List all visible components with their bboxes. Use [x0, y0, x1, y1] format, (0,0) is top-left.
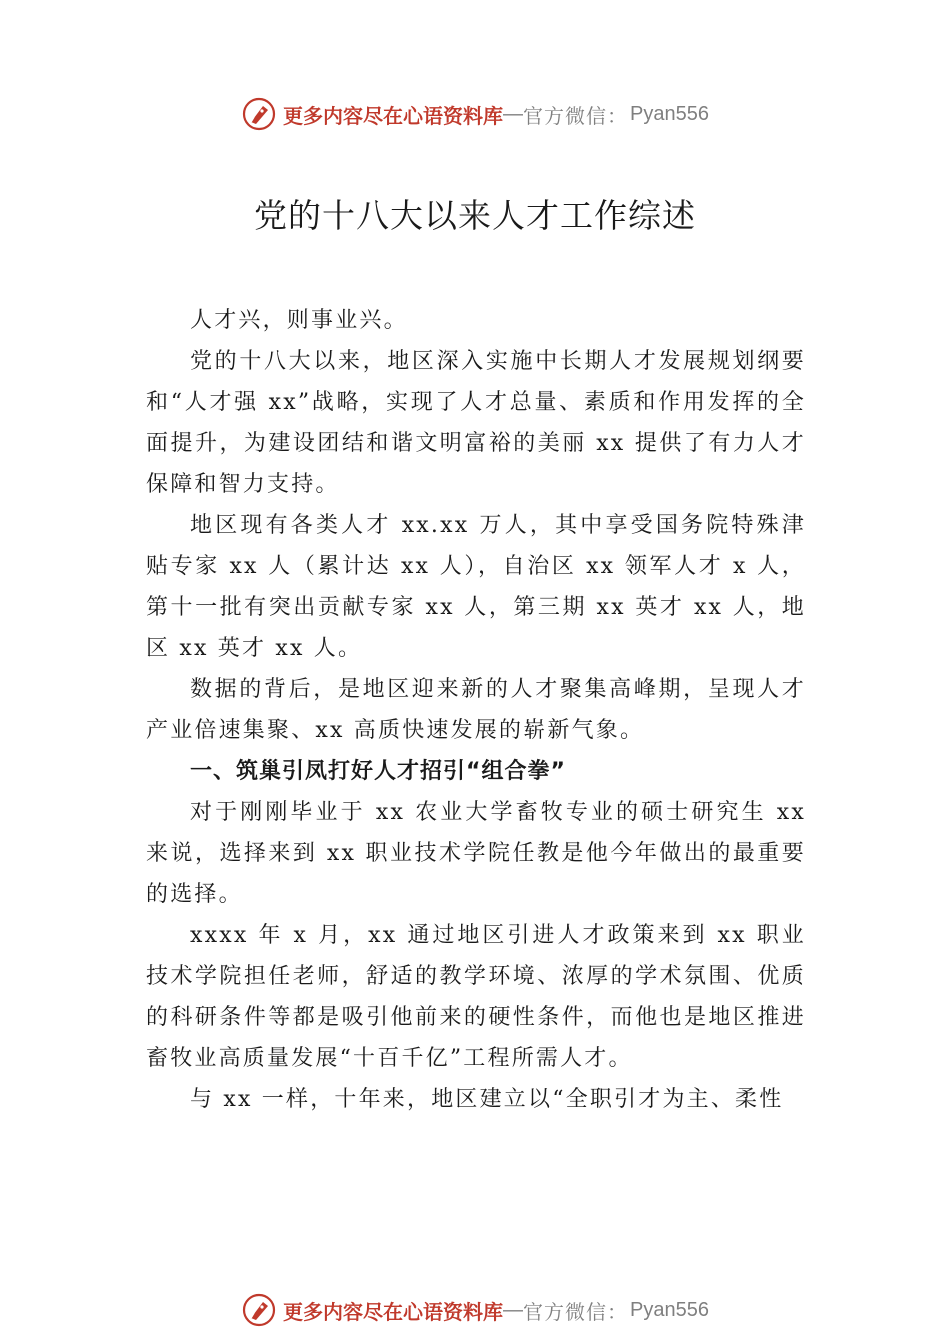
paragraph: xxxx 年 x 月，xx 通过地区引进人才政策来到 xx 职业技术学院担任老师，舒适的教学环境、浓厚的学术氛围、优质的科研条件等都是吸引他前来的硬性条件，而他也是地区推进畜牧业高质量发展“十百千亿”工程所需人才。	[146, 923, 806, 1071]
banner-dash: —	[503, 102, 524, 125]
wechat-label: 官方微信：	[523, 103, 629, 128]
document-body	[146, 300, 806, 1120]
wechat-label: 官方微信：	[523, 1299, 629, 1324]
document-title: 党的十八大以来人才工作综述	[254, 196, 696, 235]
brand-text: 更多内容尽在心语资料库	[283, 103, 504, 128]
pen-nib-icon	[241, 1292, 277, 1328]
brand-text: 更多内容尽在心语资料库	[283, 1299, 504, 1324]
paragraph: 地区现有各类人才 xx.xx 万人，其中享受国务院特殊津贴专家 xx 人（累计达 xx 人），自治区 xx 领军人才 x 人，第十一批有突出贡献专家 xx 人，第三期 xx 英才 xx 人，地区 xx 英才 xx 人。	[146, 513, 806, 661]
paragraph: 与 xx 一样，十年来，地区建立以“全职引才为主、柔性	[190, 1087, 784, 1112]
section-heading: 一、筑巢引凤打好人才招引“组合拳”	[190, 759, 566, 784]
paragraph: 党的十八大以来，地区深入实施中长期人才发展规划纲要和“人才强 xx”战略，实现了人才总量、素质和作用发挥的全面提升，为建设团结和谐文明富裕的美丽 xx 提供了有力人才保障和智力支持。	[146, 349, 806, 497]
paragraph: 人才兴，则事业兴。	[190, 308, 408, 333]
wechat-id: Pyan556	[630, 1298, 709, 1321]
banner-dash: —	[503, 1298, 524, 1321]
paragraph: 数据的背后，是地区迎来新的人才聚集高峰期，呈现人才产业倍速集聚、xx 高质快速发展的崭新气象。	[146, 677, 806, 743]
header-banner	[0, 92, 950, 136]
wechat-id: Pyan556	[630, 102, 709, 125]
footer-banner	[0, 1288, 950, 1332]
pen-nib-icon	[241, 96, 277, 132]
paragraph: 对于刚刚毕业于 xx 农业大学畜牧专业的硕士研究生 xx 来说，选择来到 xx 职业技术学院任教是他今年做出的最重要的选择。	[146, 800, 806, 907]
